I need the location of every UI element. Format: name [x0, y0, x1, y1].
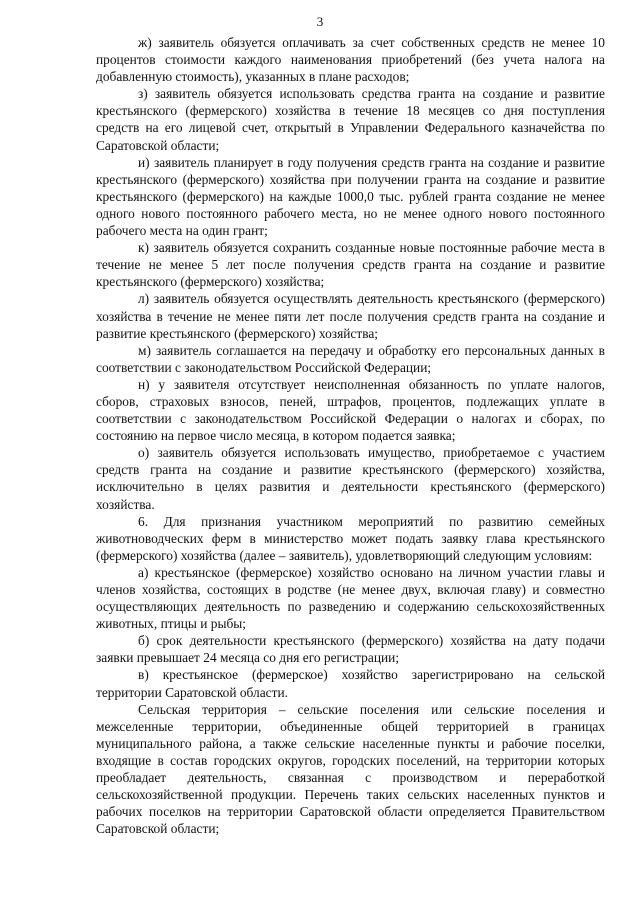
paragraph-a: а) крестьянское (фермерское) хозяйство основано на личном участии главы и членов хозяйства, состоящих в родстве (не менее двух, включая главу) и совместно осуществляющих деятельность по разведению и содержанию сельскохозяйственных животных, птицы и рыбы;: [96, 564, 605, 632]
paragraph-k: к) заявитель обязуется сохранить созданные новые постоянные рабочие места в течение не менее 5 лет после получения средств гранта на создание и развитие крестьянского (фермерского) хозяйства;: [96, 240, 605, 290]
page-number: 3: [316, 14, 324, 29]
paragraph-rural-territory: Сельская территория – сельские поселения или сельские поселения и межселенные территории, объединенные общей территорией в границах муниципального района, а также сельские населенные пункты и рабочие поселки, входящие в состав городских округов, городских поселений, на территории которых преобладает деятельность, связанная с производством и переработкой сельскохозяйственной продукции. Перечень таких сельских населенных пунктов и рабочих поселков на территории Саратовской области определяется Правительством Саратовской области;: [96, 701, 605, 837]
document-body: [96, 34, 605, 837]
paragraph-v: в) крестьянское (фермерское) хозяйство зарегистрировано на сельской территории Саратовской области.: [96, 667, 605, 700]
paragraph-i: и) заявитель планирует в году получения средств гранта на создание и развитие крестьянского (фермерского) хозяйства при получении гранта на создание и развитие крестьянского (фермерского) на каждые 1000,0 тыс. рублей гранта создание не менее одного нового постоянного рабочего места, но не менее одного нового постоянного рабочего места на один грант;: [96, 154, 605, 239]
paragraph-m: м) заявитель соглашается на передачу и обработку его персональных данных в соответствии с законодательством Российской Федерации;: [96, 342, 605, 375]
paragraph-b: б) срок деятельности крестьянского (фермерского) хозяйства на дату подачи заявки превышает 24 месяца со дня его регистрации;: [96, 633, 605, 666]
paragraph-n: н) у заявителя отсутствует неисполненная обязанность по уплате налогов, сборов, страховых взносов, пеней, штрафов, процентов, подлежащих уплате в соответствии с законодательством Российской Федерации о налогах и сборах, по состоянию на первое число месяца, в котором подается заявка;: [96, 376, 605, 444]
paragraph-l: л) заявитель обязуется осуществлять деятельность крестьянского (фермерского) хозяйства в течение не менее пяти лет после получения средств гранта на создание и развитие крестьянского (фермерского) хозяйства;: [96, 291, 605, 341]
paragraph-z: з) заявитель обязуется использовать средства гранта на создание и развитие крестьянского (фермерского) хозяйства в течение 18 месяцев со дня поступления средств на его лицевой счет, открытый в Управлении Федерального казначейства по Саратовской области;: [96, 86, 605, 153]
paragraph-o: о) заявитель обязуется использовать имущество, приобретаемое с участием средств гранта на создание и развитие крестьянского (фермерского) хозяйства, исключительно в целях развития и деятельности крестьянского (фермерского) хозяйства.: [96, 445, 605, 512]
paragraph-zh: ж) заявитель обязуется оплачивать за счет собственных средств не менее 10 процентов стоимости каждого наименования приобретений (без учета налога на добавленную стоимость), указанных в плане расходов;: [96, 35, 605, 85]
paragraph-section-6: 6. Для признания участником мероприятий по развитию семейных животноводческих ферм в министерство может подать заявку глава крестьянского (фермерского) хозяйства (далее – заявитель), удовлетворяющий следующим условиям:: [96, 513, 605, 563]
